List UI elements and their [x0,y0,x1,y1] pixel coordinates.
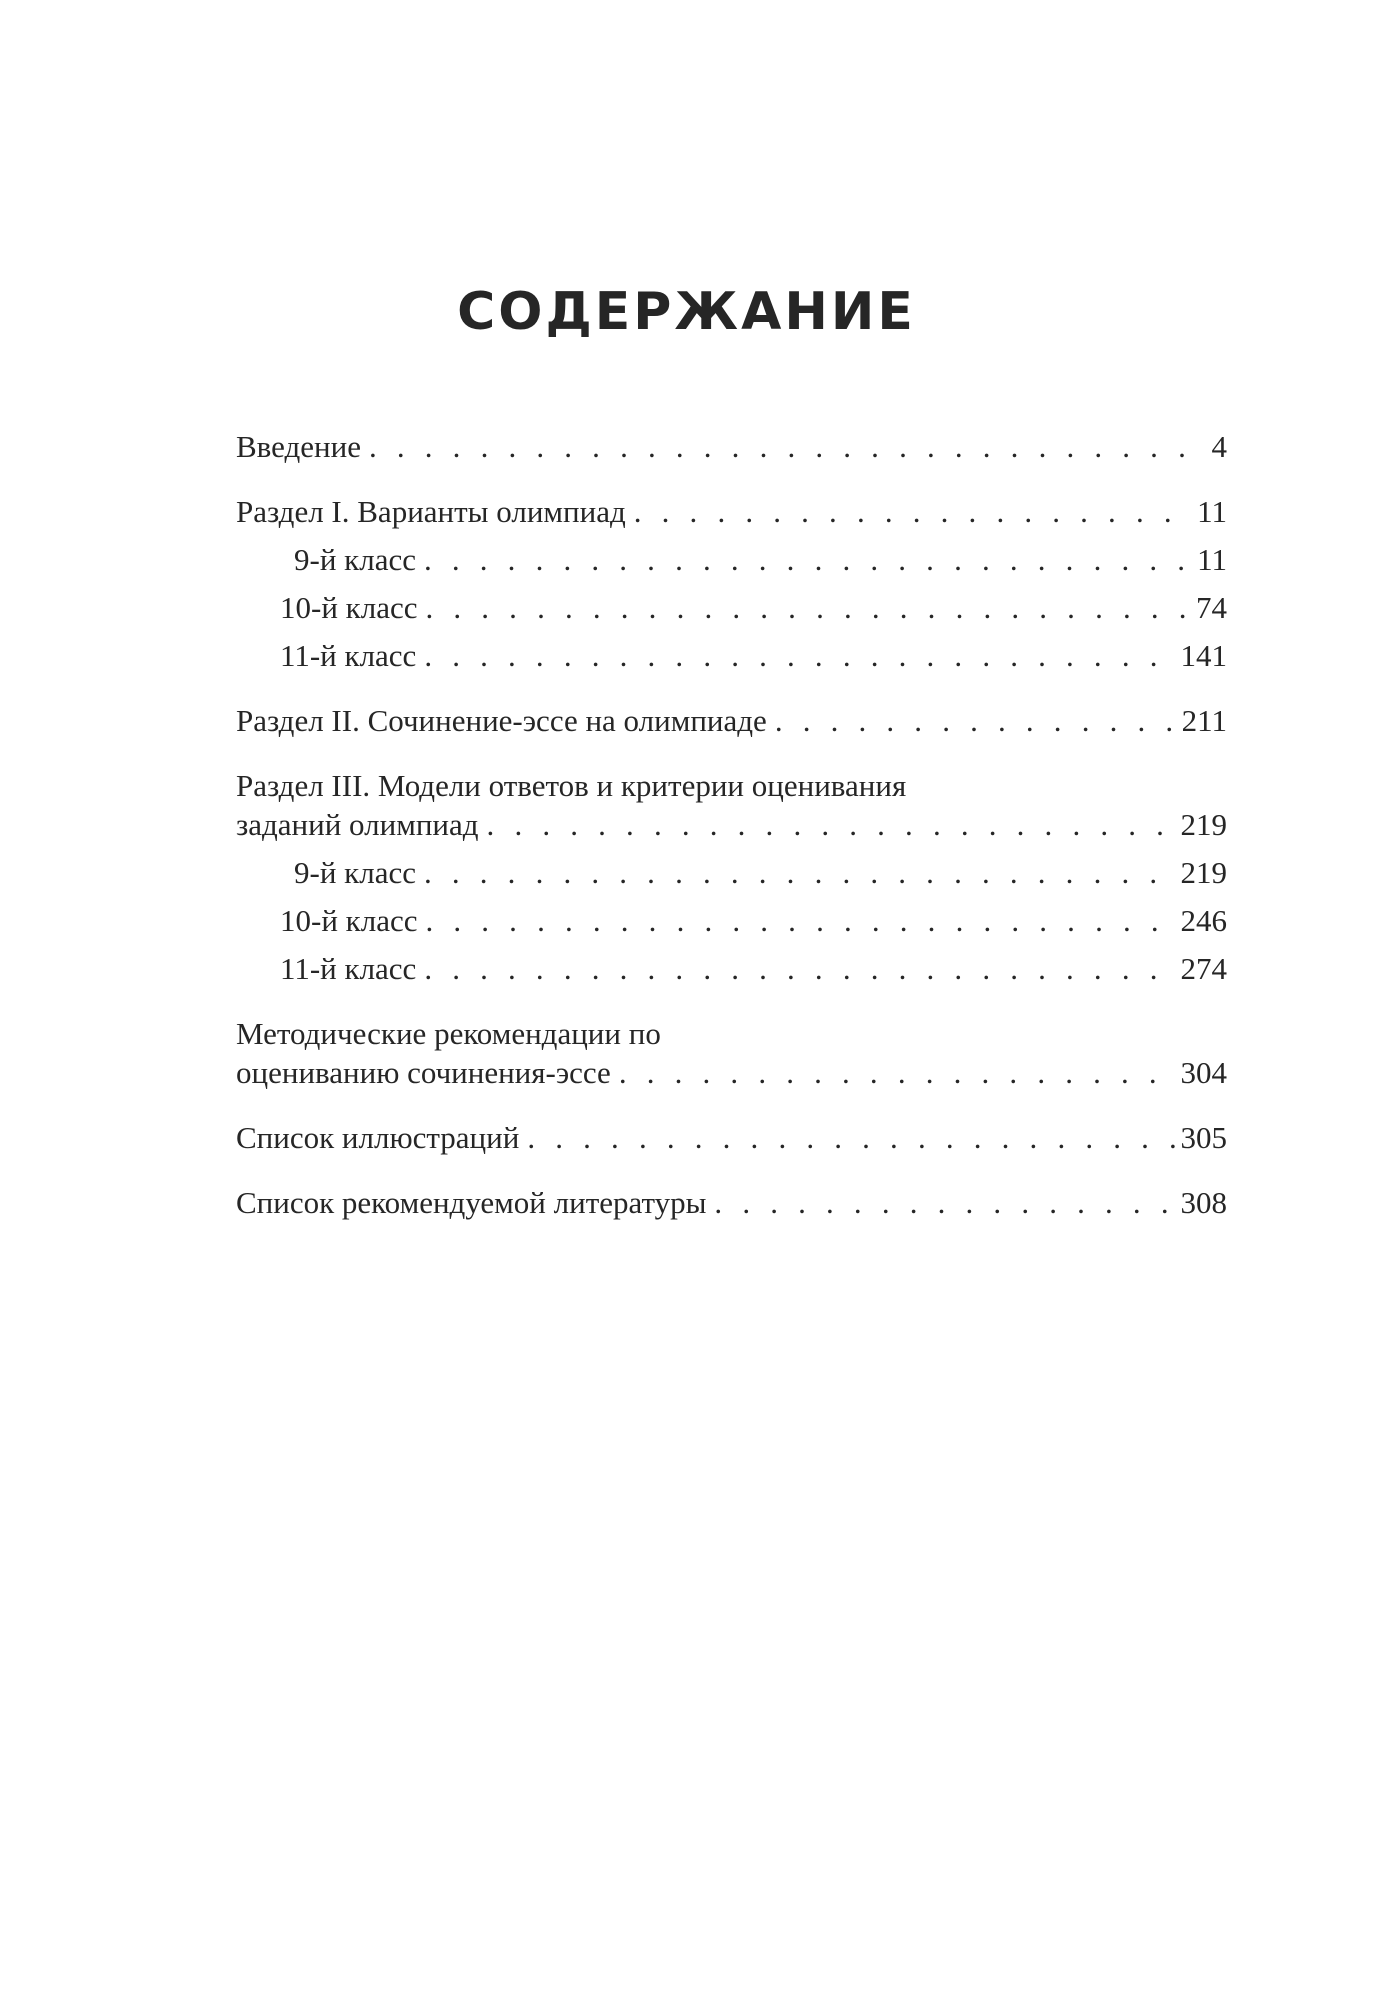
toc-entry-section-2[interactable] [236,701,1227,741]
toc-entry-label: Раздел II. Сочинение-эссе на олимпиаде [236,703,767,738]
toc-dot-leader [425,901,1174,941]
toc-entry-section-1-grade-9[interactable] [236,540,1227,580]
toc-dot-leader [424,636,1174,676]
toc-page-number: 246 [1180,903,1227,938]
toc-entry-section-3[interactable] [236,805,1227,845]
toc-entry-methodology[interactable] [236,1053,1227,1093]
toc-entry-label: Список рекомендуемой литературы [236,1185,707,1220]
toc-dot-leader [775,701,1176,741]
toc-page-number: 274 [1180,951,1227,986]
toc-entry-label: Раздел III. Модели ответов и критерии оценивания [236,768,907,803]
toc-entry-label: 10-й класс [280,903,418,938]
toc-entry-illustrations[interactable] [236,1118,1227,1158]
toc-page-number: 74 [1196,590,1227,625]
toc-dot-leader [714,1183,1174,1223]
toc-dot-leader [424,949,1174,989]
toc-dot-leader [527,1118,1174,1158]
toc-entry-label: Методические рекомендации по [236,1016,661,1051]
toc-entry-label: 11-й класс [280,638,417,673]
toc-page-number: 219 [1180,855,1227,890]
toc-entry-literature[interactable] [236,1183,1227,1223]
toc-entry-label: 10-й класс [280,590,418,625]
toc-dot-leader [634,492,1191,532]
toc-page-number: 11 [1197,494,1227,529]
toc-entry-label: 9-й класс [294,855,416,890]
page-title: СОДЕРЖАНИЕ [457,282,916,342]
toc-entry-label: Список иллюстраций [236,1120,520,1155]
toc-entry-label: оцениванию сочинения-эссе [236,1055,611,1090]
toc-entry-section-1[interactable] [236,492,1227,532]
toc-entry-section-1-grade-10[interactable] [236,588,1227,628]
toc-dot-leader [424,853,1175,893]
toc-entry-section-1-grade-11[interactable] [236,636,1227,676]
toc-entry-label: заданий олимпиад [236,807,479,842]
toc-page-number: 219 [1180,807,1227,842]
toc-page-number: 4 [1211,429,1227,464]
toc-dot-leader [619,1053,1175,1093]
toc-entry-section-3-grade-9[interactable] [236,853,1227,893]
toc-dot-leader [425,588,1190,628]
toc-entry-introduction[interactable] [236,427,1227,467]
toc-entry-section-3-grade-11[interactable] [236,949,1227,989]
toc-entry-section-3-grade-10[interactable] [236,901,1227,941]
toc-dot-leader [369,427,1206,467]
toc-page-number: 141 [1180,638,1227,673]
toc-dot-leader [487,805,1175,845]
toc-entry-section-3-line-1[interactable] [236,766,1227,806]
toc-entry-label: 11-й класс [280,951,417,986]
toc-page-number: 11 [1197,542,1227,577]
toc-entry-label: Введение [236,429,361,464]
toc-entry-label: Раздел I. Варианты олимпиад [236,494,626,529]
toc-dot-leader [424,540,1191,580]
toc-entry-methodology-line-1[interactable] [236,1014,1227,1054]
toc-page-number: 308 [1180,1185,1227,1220]
toc-entry-label: 9-й класс [294,542,416,577]
toc-page-number: 211 [1181,703,1227,738]
toc-page-number: 305 [1180,1120,1227,1155]
toc-page-number: 304 [1180,1055,1227,1090]
